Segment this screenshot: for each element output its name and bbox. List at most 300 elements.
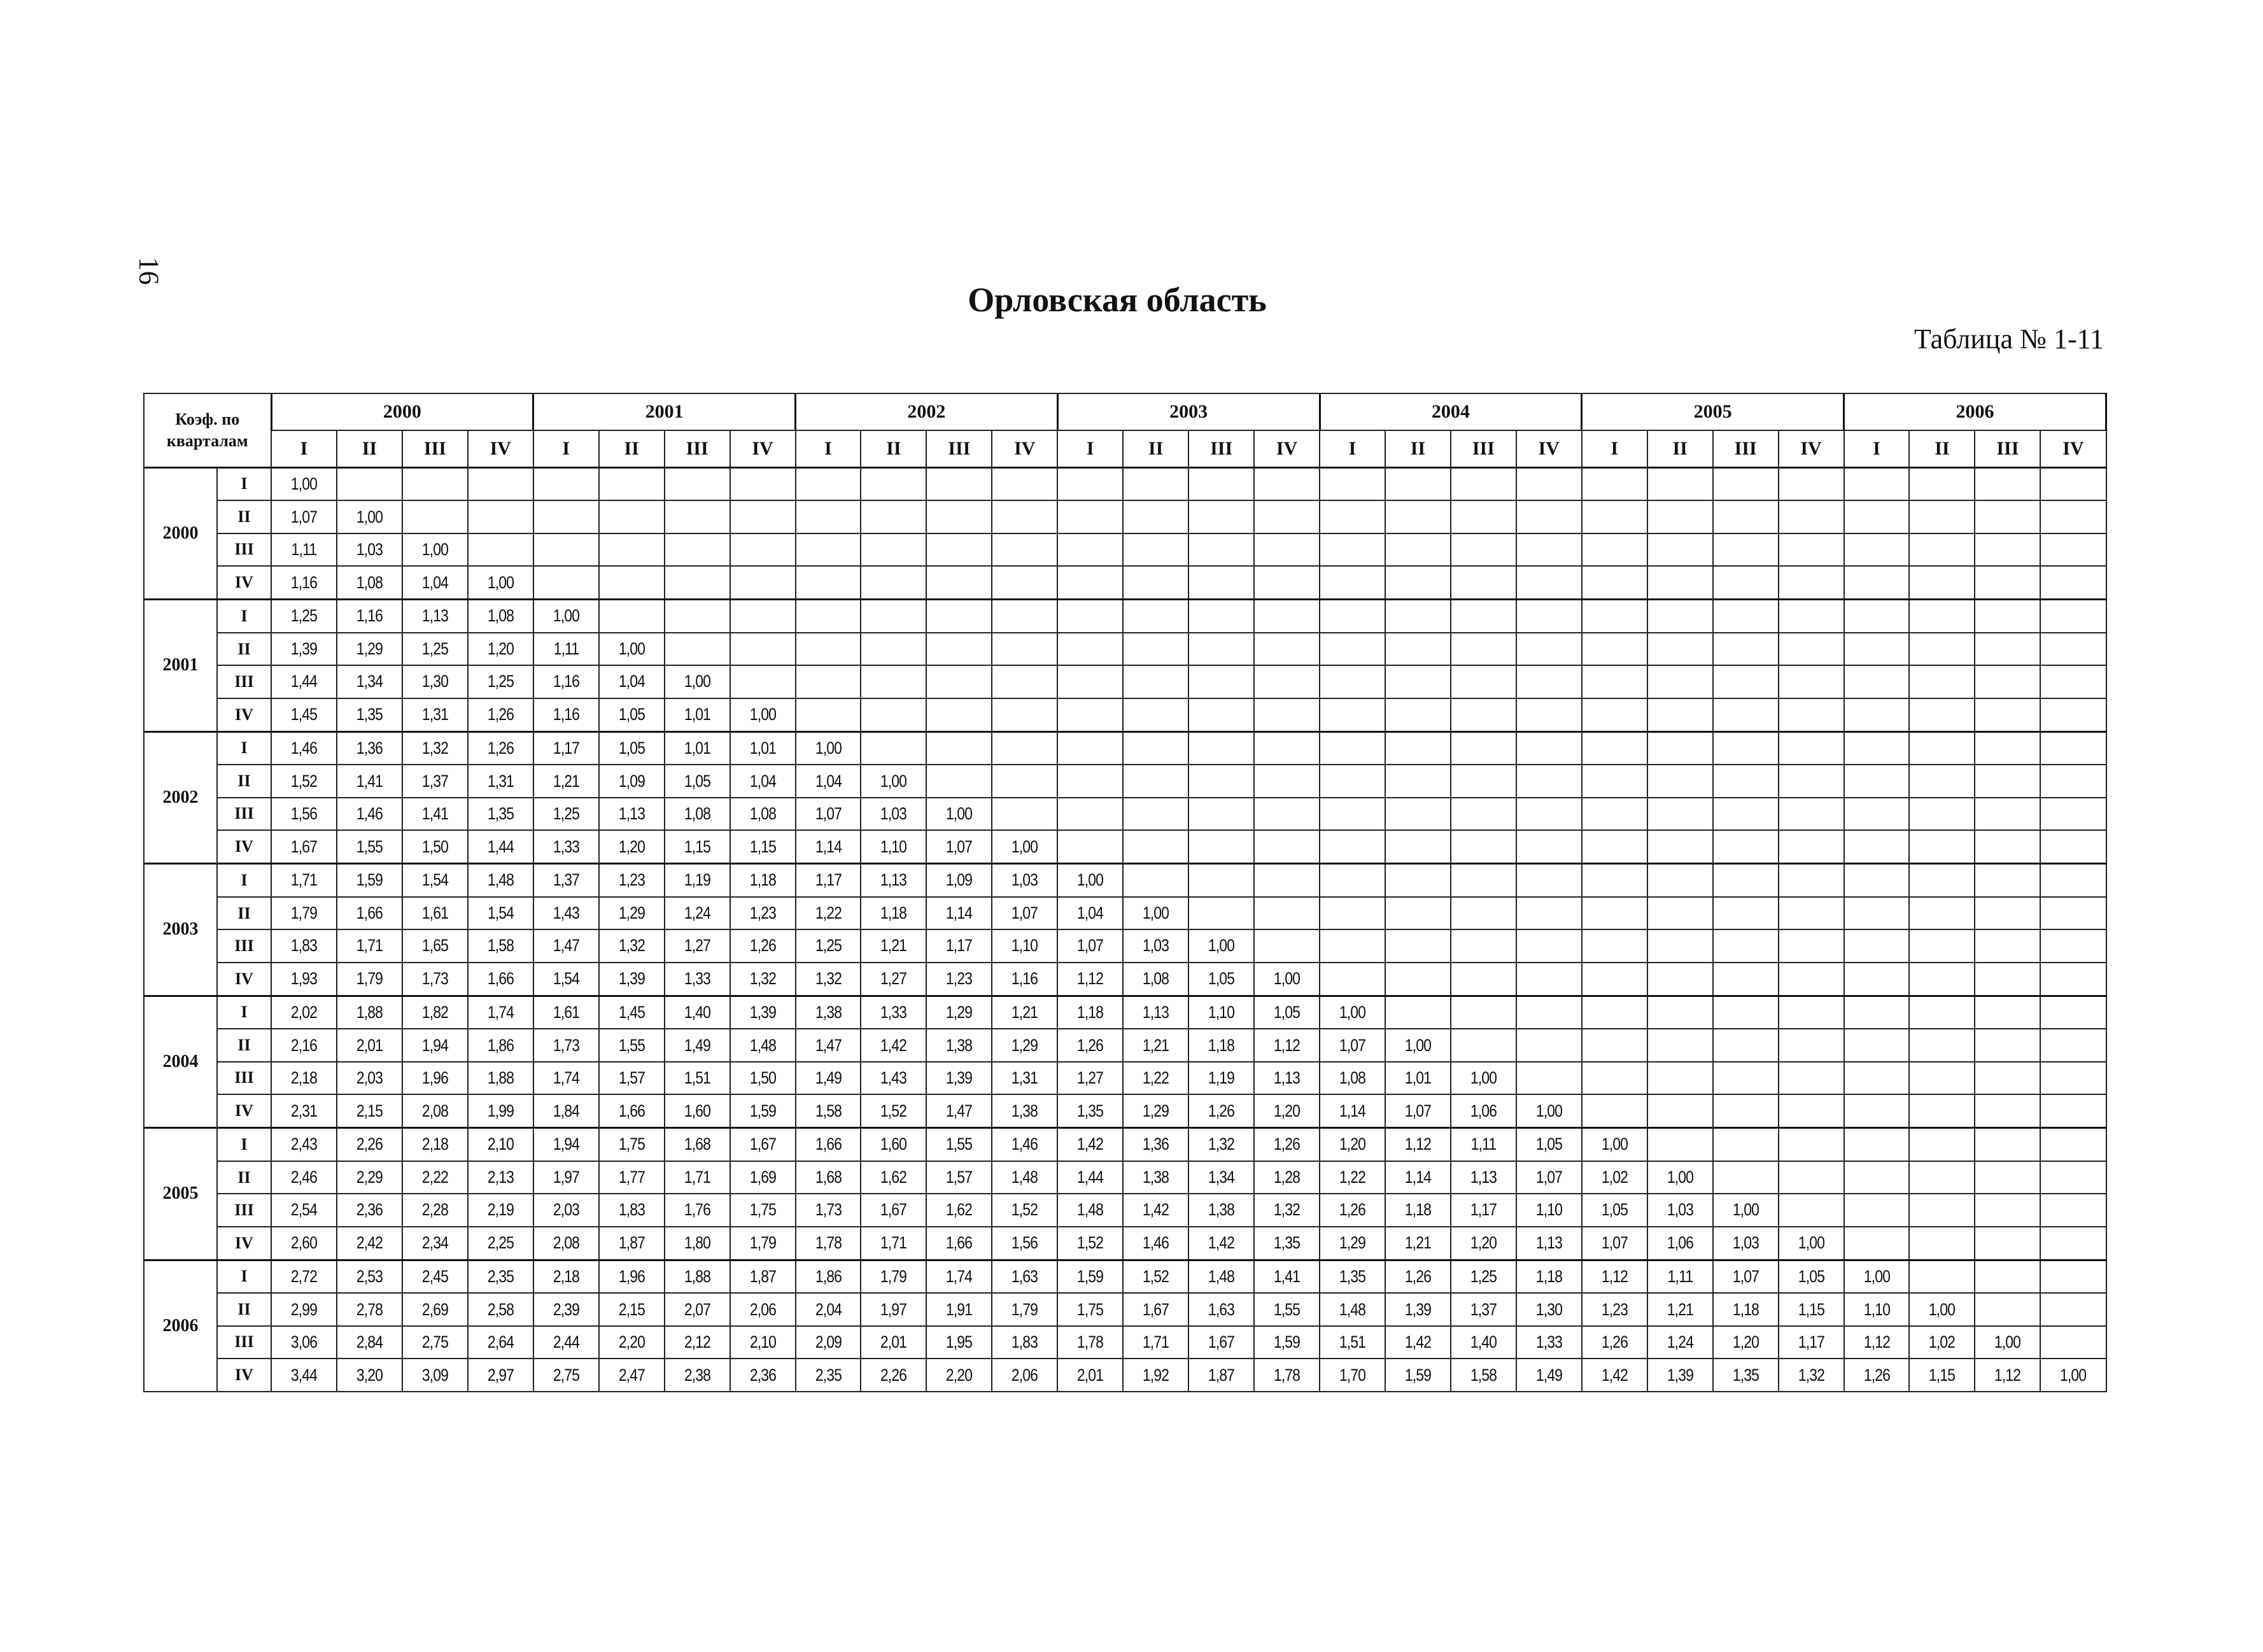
coefficient-cell: 1,55 [931,1128,987,1161]
row-quarter-label: II [217,633,271,665]
row-year-label: 2000 [144,467,217,600]
row-year-label: 2003 [144,864,217,996]
coefficient-cell: 1,39 [603,963,659,996]
coefficient-cell: 1,49 [669,1029,724,1061]
coefficient-cell [1783,500,1838,533]
coefficient-cell: 1,14 [800,830,856,863]
coefficient-cell: 1,38 [800,996,856,1029]
coefficient-cell [1849,665,1904,698]
coefficient-cell: 1,11 [538,633,593,665]
coefficient-cell: 1,36 [1128,1128,1183,1161]
coefficient-cell: 1,86 [473,1029,528,1061]
coefficient-cell: 1,28 [1259,1161,1315,1194]
coefficient-cell: 1,26 [1390,1260,1446,1293]
coefficient-cell [1325,897,1380,929]
coefficient-cell: 2,78 [342,1293,397,1325]
coefficient-cell [1390,963,1446,996]
coefficient-cell: 1,35 [342,698,397,731]
coefficient-cell [1325,467,1380,500]
coefficient-cell [2045,897,2101,929]
coefficient-cell [1717,698,1773,731]
coefficient-cell: 1,55 [1259,1293,1315,1325]
table-row [144,1260,2106,1293]
coefficient-cell [931,467,987,500]
coefficient-cell: 1,18 [1717,1293,1773,1325]
column-quarter-header: I [1582,430,1647,467]
coefficient-cell: 1,23 [603,864,659,897]
coefficient-cell [2045,533,2101,566]
coefficient-cell: 1,42 [1062,1128,1118,1161]
coefficient-cell: 1,82 [407,996,463,1029]
coefficient-cell: 1,00 [800,731,856,765]
coefficient-cell: 1,20 [1717,1326,1773,1359]
coefficient-cell: 1,38 [1194,1194,1249,1226]
coefficient-cell: 1,12 [1390,1128,1446,1161]
coefficient-cell: 1,00 [866,765,921,797]
coefficient-cell: 1,10 [1521,1194,1577,1226]
coefficient-cell [1652,1062,1707,1094]
coefficient-cell [931,633,987,665]
coefficient-cell [1783,996,1838,1029]
coefficient-cell [1980,1227,2035,1260]
coefficient-cell: 1,05 [669,765,724,797]
coefficient-cell: 1,70 [1325,1359,1380,1392]
coefficient-cell: 1,47 [800,1029,856,1061]
coefficient-cell [800,566,856,599]
coefficient-cell: 2,16 [276,1029,332,1061]
page-number: 16 [133,257,165,285]
column-quarter-header: II [337,430,402,467]
coefficient-cell [800,500,856,533]
coefficient-cell: 1,58 [800,1094,856,1127]
table-row [144,1128,2106,1161]
coefficient-cell [1914,633,1970,665]
coefficient-cell [800,533,856,566]
coefficient-cell: 1,59 [735,1094,790,1127]
coefficient-cell: 1,40 [1456,1326,1511,1359]
coefficient-cell [931,665,987,698]
coefficient-cell: 1,00 [735,698,790,731]
row-quarter-label: III [217,1326,271,1359]
coefficient-cell: 1,03 [1128,929,1183,962]
coefficient-cell: 1,26 [735,929,790,962]
coefficient-cell: 1,26 [473,698,528,731]
coefficient-cell: 1,00 [2045,1359,2101,1392]
coefficient-cell: 1,65 [407,929,463,962]
coefficient-cell: 2,06 [735,1293,790,1325]
column-year-header: 2001 [533,393,796,430]
coefficient-cell: 1,33 [866,996,921,1029]
coefficient-cell [2045,600,2101,633]
coefficient-cell: 2,35 [800,1359,856,1392]
coefficient-cell [1521,600,1577,633]
coefficient-cell [1652,830,1707,863]
coefficient-cell: 1,74 [473,996,528,1029]
coefficient-cell [1325,798,1380,830]
coefficient-cell: 1,21 [997,996,1052,1029]
coefficient-cell: 1,20 [1325,1128,1380,1161]
coefficient-cell [1062,600,1118,633]
coefficient-cell [603,600,659,633]
coefficient-cell: 1,21 [1390,1227,1446,1260]
coefficient-cell: 2,01 [1062,1359,1118,1392]
coefficient-cell [1783,1194,1838,1226]
coefficient-cell [1914,665,1970,698]
coefficient-cell: 1,19 [669,864,724,897]
coefficient-cell: 1,26 [1259,1128,1315,1161]
coefficient-cell [931,765,987,797]
coefficient-cell [1652,996,1707,1029]
coefficient-cell [1062,500,1118,533]
coefficient-cell: 1,39 [1390,1293,1446,1325]
coefficient-cell [2045,996,2101,1029]
coefficient-cell [1849,731,1904,765]
row-year-label: 2004 [144,996,217,1128]
coefficient-cell [1980,1062,2035,1094]
coefficient-cell [1914,533,1970,566]
coefficient-cell [1783,1029,1838,1061]
coefficient-cell [1914,1260,1970,1293]
coefficient-cell: 1,67 [1128,1293,1183,1325]
coefficient-cell [603,533,659,566]
coefficient-cell: 2,10 [473,1128,528,1161]
coefficient-cell: 2,19 [473,1194,528,1226]
coefficient-cell: 1,00 [1652,1161,1707,1194]
coefficient-cell: 1,54 [407,864,463,897]
coefficient-cell: 2,02 [276,996,332,1029]
table-row [144,1359,2106,1392]
coefficient-cell [1259,731,1315,765]
coefficient-cell [866,500,921,533]
coefficient-cell: 1,22 [1325,1161,1380,1194]
coefficient-cell: 1,35 [1717,1359,1773,1392]
coefficient-cell [1849,1029,1904,1061]
coefficient-cell [1652,665,1707,698]
coefficient-cell [1980,996,2035,1029]
coefficient-cell [1259,864,1315,897]
coefficient-cell [800,698,856,731]
coefficient-cell: 1,96 [407,1062,463,1094]
row-quarter-label: II [217,1161,271,1194]
column-quarter-header: IV [730,430,796,467]
coefficient-cell [997,533,1052,566]
row-quarter-label: I [217,996,271,1029]
coefficient-cell [1062,765,1118,797]
coefficient-cell [1521,864,1577,897]
coefficient-cell [1849,963,1904,996]
coefficient-cell: 1,78 [1062,1326,1118,1359]
coefficient-cell: 1,48 [1325,1293,1380,1325]
coefficient-cell [1849,830,1904,863]
coefficient-cell: 1,71 [276,864,332,897]
coefficient-cell: 1,20 [1259,1094,1315,1127]
coefficient-cell [2045,731,2101,765]
coefficient-cell [2045,798,2101,830]
coefficient-cell: 1,58 [1456,1359,1511,1392]
coefficient-cell: 1,40 [669,996,724,1029]
coefficient-cell [669,566,724,599]
coefficient-cell [1849,929,1904,962]
coefficient-cell: 1,18 [735,864,790,897]
coefficient-cell [1980,1260,2035,1293]
coefficient-cell: 1,52 [1128,1260,1183,1293]
coefficient-cell: 1,23 [1586,1293,1642,1325]
coefficient-cell [800,665,856,698]
coefficient-cell: 1,46 [342,798,397,830]
coefficient-cell [1849,1062,1904,1094]
coefficient-cell: 1,79 [342,963,397,996]
coefficient-cell: 1,42 [866,1029,921,1061]
coefficient-cell: 1,32 [603,929,659,962]
coefficient-cell: 1,95 [931,1326,987,1359]
column-quarter-header: I [271,430,337,467]
coefficient-cell: 1,97 [866,1293,921,1325]
table-row [144,1062,2106,1094]
coefficient-cell [1456,665,1511,698]
row-year-label: 2002 [144,731,217,864]
coefficient-cell [2045,698,2101,731]
coefficient-cell [1849,600,1904,633]
coefficient-cell: 1,00 [1128,897,1183,929]
coefficient-cell [1259,566,1315,599]
table-row [144,698,2106,731]
coefficient-cell: 2,54 [276,1194,332,1226]
coefficient-cell: 1,01 [669,698,724,731]
coefficient-cell: 1,32 [800,963,856,996]
coefficient-cell [1980,698,2035,731]
coefficient-cell: 1,77 [603,1161,659,1194]
coefficient-cell: 1,47 [931,1094,987,1127]
coefficient-cell: 1,08 [735,798,790,830]
coefficient-cell: 1,27 [866,963,921,996]
coefficient-cell [1652,633,1707,665]
coefficient-cell: 2,38 [669,1359,724,1392]
coefficient-cell: 1,50 [735,1062,790,1094]
coefficient-cell [1390,864,1446,897]
coefficient-cell [2045,566,2101,599]
coefficient-cell [931,600,987,633]
coefficient-cell [1456,467,1511,500]
coefficient-cell: 3,20 [342,1359,397,1392]
coefficient-cell [997,500,1052,533]
coefficient-cell: 1,17 [1783,1326,1838,1359]
coefficient-cell: 1,17 [931,929,987,962]
coefficient-cell [997,467,1052,500]
coefficient-cell [1062,731,1118,765]
coefficient-cell [1914,467,1970,500]
coefficient-cell [1586,798,1642,830]
coefficient-cell [997,731,1052,765]
coefficient-cell [1652,500,1707,533]
coefficient-cell [1194,500,1249,533]
coefficient-cell: 1,79 [735,1227,790,1260]
coefficient-cell: 1,44 [1062,1161,1118,1194]
coefficient-cell [2045,1293,2101,1325]
column-quarter-header: II [1909,430,1975,467]
coefficient-cell [1586,864,1642,897]
coefficient-cell: 1,25 [1456,1260,1511,1293]
row-quarter-label: I [217,1128,271,1161]
coefficient-cell [1194,566,1249,599]
coefficient-cell: 2,03 [342,1062,397,1094]
table-row [144,1293,2106,1325]
coefficient-cell: 1,25 [276,600,332,633]
coefficient-cell: 2,34 [407,1227,463,1260]
coefficient-cell: 1,60 [669,1094,724,1127]
coefficient-cell [1849,500,1904,533]
coefficient-cell: 1,75 [603,1128,659,1161]
coefficient-cell [407,467,463,500]
coefficient-cell: 1,12 [1980,1359,2035,1392]
row-quarter-label: IV [217,963,271,996]
coefficient-cell: 2,46 [276,1161,332,1194]
coefficient-cell [1980,1293,2035,1325]
coefficient-cell: 1,03 [342,533,397,566]
coefficient-cell [1914,996,1970,1029]
column-quarter-header: III [665,430,730,467]
coefficient-cell: 1,79 [997,1293,1052,1325]
coefficient-cell: 1,37 [407,765,463,797]
coefficient-cell [1652,798,1707,830]
page-title: Орловская область [968,281,1267,319]
coefficient-cell: 1,48 [1062,1194,1118,1226]
coefficient-cell: 2,43 [276,1128,332,1161]
coefficient-cell: 1,00 [1849,1260,1904,1293]
column-year-header: 2006 [1844,393,2106,430]
column-quarter-header: III [1713,430,1779,467]
coefficient-cell: 1,24 [1652,1326,1707,1359]
coefficient-cell [1456,633,1511,665]
coefficient-cell [2045,765,2101,797]
coefficient-cell: 1,26 [1325,1194,1380,1226]
coefficient-cell [1717,633,1773,665]
coefficient-cell: 1,05 [1783,1260,1838,1293]
coefficient-cell [1325,830,1380,863]
coefficient-cell: 1,75 [1062,1293,1118,1325]
coefficient-cell [1259,600,1315,633]
coefficient-cell [669,633,724,665]
coefficient-cell: 1,00 [1325,996,1380,1029]
coefficient-cell: 1,37 [538,864,593,897]
column-quarter-header: III [402,430,468,467]
coefficient-cell: 1,00 [669,665,724,698]
coefficient-cell: 1,05 [603,731,659,765]
coefficient-cell: 1,69 [735,1161,790,1194]
coefficient-cell: 1,73 [800,1194,856,1226]
coefficient-cell: 1,06 [1456,1094,1511,1127]
coefficient-cell [1717,467,1773,500]
coefficient-cell: 1,79 [866,1260,921,1293]
coefficient-cell: 1,24 [669,897,724,929]
coefficient-cell [1128,798,1183,830]
coefficient-cell [1521,798,1577,830]
column-quarter-header: I [1057,430,1123,467]
coefficient-cell [1586,500,1642,533]
coefficient-cell [1390,830,1446,863]
coefficient-cell: 1,46 [997,1128,1052,1161]
column-year-header: 2003 [1057,393,1320,430]
coefficient-cell [1783,566,1838,599]
coefficient-cell: 1,15 [669,830,724,863]
coefficient-cell: 2,03 [538,1194,593,1226]
coefficient-cell [1980,467,2035,500]
coefficient-cell [1456,897,1511,929]
coefficient-cell: 1,49 [800,1062,856,1094]
coefficient-cell: 1,66 [473,963,528,996]
coefficient-cell: 1,18 [1521,1260,1577,1293]
coefficient-cell [1849,1194,1904,1226]
coefficient-cell: 1,32 [1783,1359,1838,1392]
coefficient-cell [735,665,790,698]
coefficient-cell [1390,765,1446,797]
coefficient-cell: 1,00 [407,533,463,566]
coefficient-cell [1717,765,1773,797]
coefficient-cell [2045,1094,2101,1127]
coefficient-cell [407,500,463,533]
coefficient-cell [1521,566,1577,599]
coefficient-cell [1717,1094,1773,1127]
coefficient-cell [1521,665,1577,698]
coefficient-cell [1390,600,1446,633]
coefficient-cell: 1,87 [735,1260,790,1293]
coefficient-cell [1259,765,1315,797]
coefficient-cell [1652,731,1707,765]
coefficient-cell [1456,929,1511,962]
coefficient-cell: 1,49 [1521,1359,1577,1392]
coefficient-cell [931,698,987,731]
coefficient-cell: 1,21 [1128,1029,1183,1061]
coefficient-cell [1390,897,1446,929]
coefficient-cell [735,566,790,599]
coefficient-cell [1456,698,1511,731]
coefficient-cell [931,566,987,599]
coefficient-cell: 2,15 [342,1094,397,1127]
table-row [144,929,2106,962]
coefficient-cell: 2,31 [276,1094,332,1127]
corner-header [144,393,271,467]
coefficient-cell [866,467,921,500]
coefficient-cell: 1,67 [735,1128,790,1161]
coefficient-cell [800,467,856,500]
coefficient-cell [1980,1094,2035,1127]
coefficient-cell: 1,42 [1390,1326,1446,1359]
coefficient-cell [1980,765,2035,797]
coefficient-cell: 1,16 [997,963,1052,996]
coefficient-cell: 1,01 [669,731,724,765]
coefficient-cell: 1,05 [603,698,659,731]
coefficient-cell: 1,29 [997,1029,1052,1061]
coefficient-cell: 1,00 [1456,1062,1511,1094]
coefficient-cell: 1,30 [407,665,463,698]
coefficient-cell [1128,864,1183,897]
coefficient-cell: 1,12 [1849,1326,1904,1359]
row-quarter-label: III [217,533,271,566]
coefficient-cell: 1,59 [1062,1260,1118,1293]
coefficient-cell: 1,04 [603,665,659,698]
coefficient-cell [1325,731,1380,765]
column-year-header: 2005 [1582,393,1844,430]
coefficient-cell: 1,22 [800,897,856,929]
coefficient-cell: 1,00 [603,633,659,665]
table-row [144,500,2106,533]
coefficient-cell [1652,1128,1707,1161]
coefficient-cell [1914,1194,1970,1226]
coefficient-cell: 1,57 [931,1161,987,1194]
coefficient-cell: 1,20 [473,633,528,665]
coefficient-cell [1652,963,1707,996]
coefficient-cell: 1,80 [669,1227,724,1260]
row-quarter-label: I [217,1260,271,1293]
